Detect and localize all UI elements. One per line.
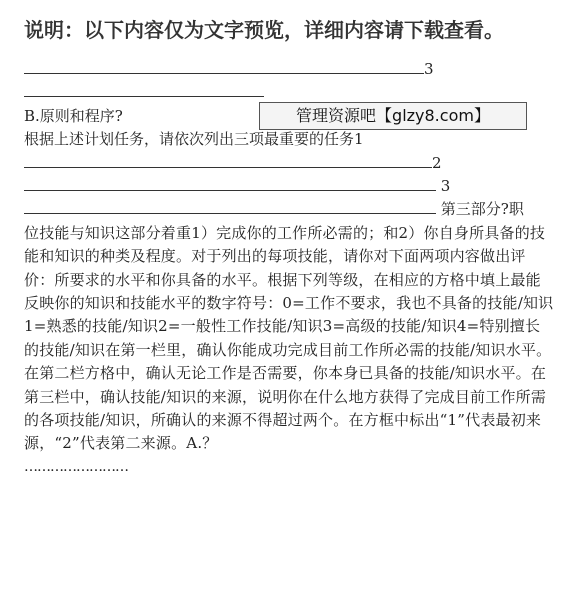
blank-line-7 [24,198,554,221]
underline-blank [24,155,432,168]
line-number: 3 [424,60,434,78]
blank-line-5 [24,152,554,175]
task-prompt: 根据上述计划任务，请依次列出三项最重要的任务1 [24,130,364,149]
line-number: 2 [432,153,442,172]
underline-blank [24,201,436,214]
part-three-heading: 第三部分?职 [440,200,524,219]
underline-blank [24,178,436,191]
blank-line-1 [24,58,554,81]
ellipsis: …………………… [24,458,128,475]
blank-line-6 [24,175,554,198]
section-heading: B.原则和程序? [24,106,123,125]
preview-notice: 说明：以下内容仅为文字预览，详细内容请下载查看。 [24,18,504,42]
skills-paragraph: 位技能与知识这部分着重1）完成你的工作所必需的；和2）你自身所具备的技能和知识的种类及程度。对于列出的每项技能，请你对下面两项内容做出评价：所要求的水平和你具备的水平。根据下列等级，在相应的方格中填上最能反映你的知识和技能水平的数字符号：0=工作不要求，我也不具备的技能/知识1=熟悉的技能/知识2=一般性工作技能/知识3=高级的技能/知识4=特别擅长的技能/知识在第一栏里，确认你能成功完成目前工作所必需的技能/知识水平。在第二栏方格中，确认无论工作是否需要，你本身已具备的技能/知识水平。在第三栏中，确认技能/知识的来源，说明你在什么地方获得了完成目前工作所需的各项技能/知识，所确认的来源不得超过两个。在方框中标出“1”代表最初来源，“2”代表第二来源。A.？ [24,223,554,453]
line-number: 3 [440,176,451,195]
site-watermark: 管理资源吧【glzy8.com】 [259,102,527,130]
underline-blank [24,61,424,74]
underline-blank [24,84,264,97]
